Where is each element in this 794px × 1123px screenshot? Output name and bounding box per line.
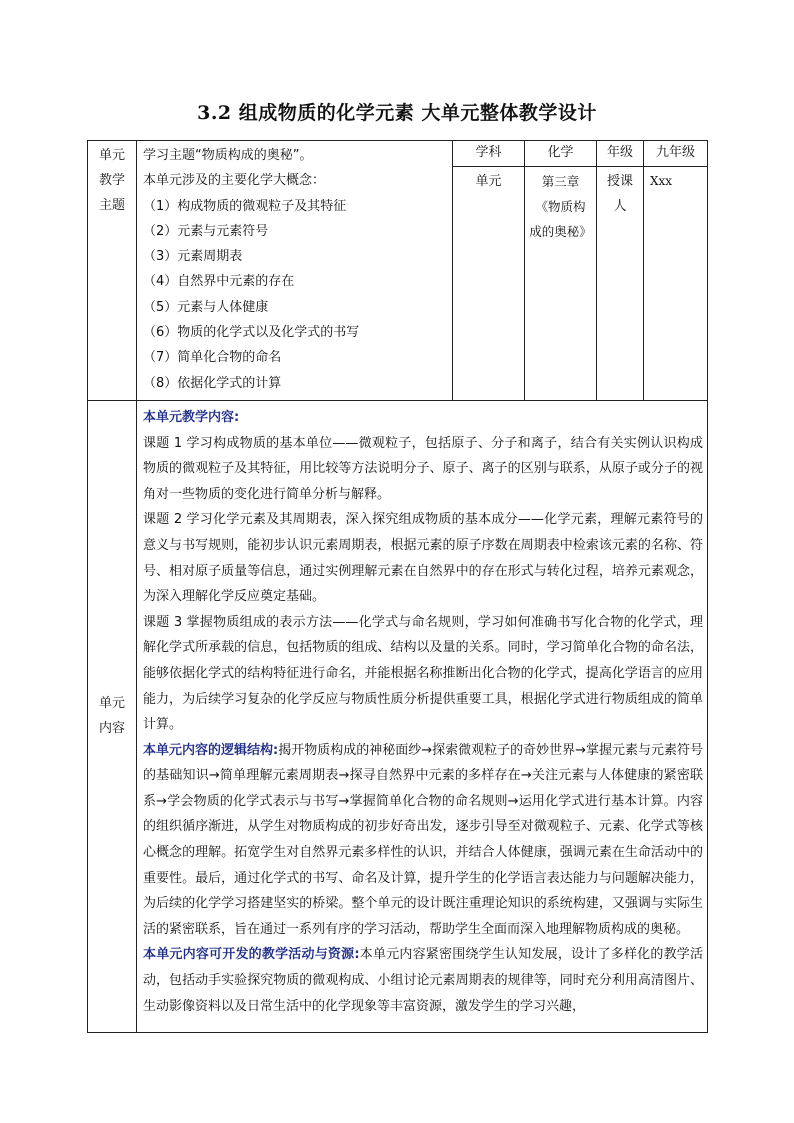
theme-line: （1）构成物质的微观粒子及其特征 xyxy=(143,198,347,214)
unit-content-label: 单元 内容 xyxy=(88,400,137,1032)
unit-theme-content xyxy=(137,141,453,401)
paragraph: 揭开物质构成的神秘面纱→探索微观粒子的奇妙世界→掌握元素与元素符号的基础知识→简单理解元素周期表→探寻自然界中元素的多样存在→关注元素与人体健康的紧密联系→学会物质的化学式表示与书写→掌握简单化合物的命名规则→运用化学式进行基本计算。内容的组织循序渐进，从学生对物质构成的初步好奇出发，逐步引导至对微观粒子、元素、化学式等核心概念的理解。拓宽学生对自然界元素多样性的认识，并结合人体健康，强调元素在生命活动中的重要性。最后，通过化学式的书写、命名及计算，提升学生的化学语言表达能力与问题解决能力，为后续的化学学习搭建坚实的桥梁。整个单元的设计既注重理论知识的系统构建，又强调与实际生活的紧密联系，旨在通过一系列有序的学习活动，帮助学生全面而深入地理解物质构成的奥秘。 xyxy=(143,742,703,937)
teaching-design-table xyxy=(87,140,708,1033)
theme-line: （2）元素与元素符号 xyxy=(143,223,269,239)
theme-line: （4）自然界中元素的存在 xyxy=(143,274,295,290)
teacher-value: Xxx xyxy=(644,166,708,400)
content-row xyxy=(88,400,708,1032)
unit-content-body xyxy=(137,400,708,1032)
unit-theme-label: 单元 教学 主题 xyxy=(88,141,137,401)
paragraph: 课题 3 掌握物质组成的表示方法——化学式与命名规则，学习如何准确书写化合物的化学式，理解化学式所承载的信息，包括物质的组成、结构以及量的关系。同时，学习简单化合物的命名法，能够依据化学式的结构特征进行命名，并能根据名称推断出化合物的化学式，提高化学语言的应用能力，为后续学习复杂的化学反应与物质性质分析提供重要工具，根据化学式进行物质组成的简单计算。 xyxy=(143,614,703,733)
subject-label: 学科 xyxy=(453,141,525,167)
theme-line: 本单元涉及的主要化学大概念： xyxy=(143,173,326,189)
subject-value: 化学 xyxy=(525,141,597,167)
paragraph: 课题 1 学习构成物质的基本单位——微观粒子，包括原子、分子和离子，结合有关实例认识构成物质的微观粒子及其特征，用比较等方法说明分子、原子、离子的区别与联系，从原子或分子的视角对一些物质的变化进行简单分析与解释。 xyxy=(143,435,703,502)
theme-line: 学习主题“物质构成的奥秘”。 xyxy=(143,148,313,163)
theme-line: （3）元素周期表 xyxy=(143,249,243,265)
header-row xyxy=(88,141,708,167)
section-heading: 本单元教学内容: xyxy=(143,409,240,425)
paragraph: 本单元内容紧密围绕学生认知发展，设计了多样化的教学活动，包括动手实验探究物质的微观构成、小组讨论元素周期表的规律等，同时充分利用高清图片、生动影像资料以及日常生活中的化学现象等丰富资源，激发学生的学习兴趣， xyxy=(143,947,703,1014)
theme-line: （6）物质的化学式以及化学式的书写 xyxy=(143,325,360,341)
paragraph: 课题 2 学习化学元素及其周期表，深入探究组成物质的基本成分——化学元素，理解元素符号的意义与书写规则，能初步认识元素周期表，根据元素的原子序数在周期表中检索该元素的名称、符号、相对原子质量等信息，通过实例理解元素在自然界中的存在形式与转化过程，培养元素观念，为深入理解化学反应奠定基础。 xyxy=(143,512,703,605)
unit-label: 单元 xyxy=(453,166,525,400)
section-heading: 本单元内容可开发的教学活动与资源: xyxy=(143,947,360,963)
page-title: 3.2 组成物质的化学元素 大单元整体教学设计 xyxy=(197,102,597,124)
grade-value: 九年级 xyxy=(644,141,708,167)
theme-line: （7）简单化合物的命名 xyxy=(143,350,282,366)
teacher-label: 授课 人 xyxy=(597,166,644,400)
section-heading: 本单元内容的逻辑结构: xyxy=(143,742,279,758)
unit-value: 第三章 《物质构 成的奥秘》 xyxy=(525,166,597,400)
grade-label: 年级 xyxy=(597,141,644,167)
theme-line: （5）元素与人体健康 xyxy=(143,299,269,315)
theme-line: （8）依据化学式的计算 xyxy=(143,375,282,391)
